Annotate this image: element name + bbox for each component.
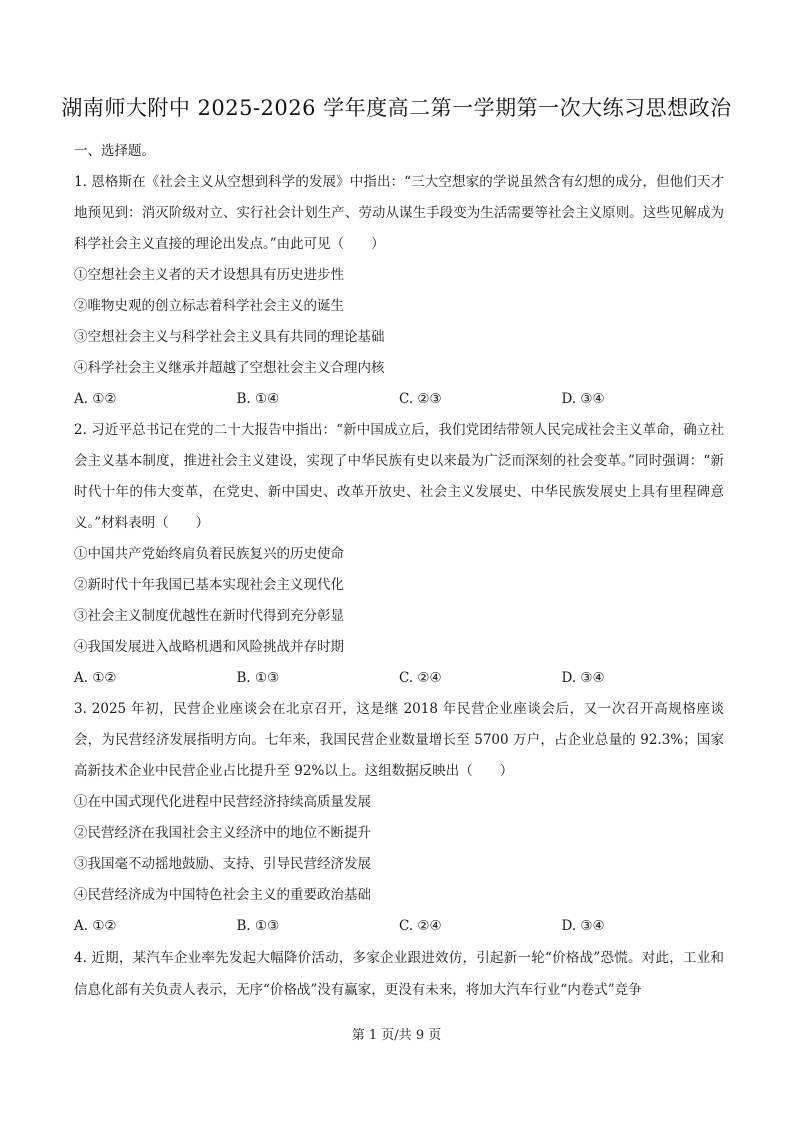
question-stem: 2. 习近平总书记在党的二十大报告中指出：“新中国成立后，我们党团结带领人民完成社会主义革命，确立社会主义基本制度，推进社会主义建设，实现了中华民族有史以来最为广泛而深刻的社会变革。”同时强调：“新时代十年的伟大变革，在党史、新中国史、改革开放史、社会主义发展史、中华民族发展史上具有里程碑意义。”材料表明（ ）: [74, 422, 724, 531]
choice-d: D. ③④: [561, 670, 605, 686]
statement-option: ②唯物史观的创立标志着科学社会主义的诞生: [74, 298, 344, 314]
statement-option: ①空想社会主义者的天才设想具有历史进步性: [74, 267, 344, 283]
choice-c: C. ②③: [399, 391, 442, 407]
choice-b: B. ①③: [236, 918, 280, 934]
question-stem: 4. 近期，某汽车企业率先发起大幅降价活动，多家企业跟进效仿，引起新一轮“价格战”恐慌。对此，工业和信息化部有关负责人表示，无序“价格战”没有赢家，更没有未来，将加大汽车行业“内卷式”竞争: [74, 950, 724, 998]
choice-b: B. ①④: [236, 391, 280, 407]
question-2: [74, 415, 724, 694]
statement-option: ③社会主义制度优越性在新时代得到充分彰显: [74, 608, 344, 624]
choice-b: B. ①③: [236, 670, 280, 686]
section-heading: 一、选择题。: [74, 143, 155, 159]
statement-option: ③我国毫不动摇地鼓励、支持、引导民营经济发展: [74, 856, 371, 872]
statement-option: ④科学社会主义继承并超越了空想社会主义合理内核: [74, 360, 385, 376]
choice-d: D. ③④: [561, 391, 605, 407]
choice-d: D. ③④: [561, 918, 605, 934]
choice-a: A. ①②: [74, 918, 117, 934]
statement-option: ④我国发展进入战略机遇和风险挑战并存时期: [74, 639, 344, 655]
question-1: [74, 167, 724, 415]
question-4: [74, 942, 724, 1006]
statement-option: ③空想社会主义与科学社会主义具有共同的理论基础: [74, 329, 385, 345]
statement-option: ②民营经济在我国社会主义经济中的地位不断提升: [74, 825, 371, 841]
question-stem: 1. 恩格斯在《社会主义从空想到科学的发展》中指出：“三大空想家的学说虽然含有幻想的成分，但他们天才地预见到：消灭阶级对立、实行社会计划生产、劳动从谋生手段变为生活需要等社会主义原则。这些见解成为科学社会主义直接的理论出发点。”由此可见（ ）: [74, 174, 724, 252]
question-stem: 3. 2025 年初，民营企业座谈会在北京召开，这是继 2018 年民营企业座谈会后，又一次召开高规格座谈会，为民营经济发展指明方向。七年来，我国民营企业数量增长至 5700 万户，占企业总量的 92.3%；国家高新技术企业中民营企业占比提升至 92%以上。这组数据反映出（ ）: [74, 701, 724, 779]
statement-option: ②新时代十年我国已基本实现社会主义现代化: [74, 577, 344, 593]
choice-a: A. ①②: [74, 391, 117, 407]
statement-option: ①在中国式现代化进程中民营经济持续高质量发展: [74, 794, 371, 810]
statement-option: ①中国共产党始终肩负着民族复兴的历史使命: [74, 546, 344, 562]
exam-title: 湖南师大附中 2025-2026 学年度高二第一学期第一次大练习思想政治: [61, 96, 732, 120]
answer-choices: [74, 911, 724, 942]
answer-choices: [74, 663, 724, 694]
question-3: [74, 694, 724, 942]
page-footer: 第 1 页/共 9 页: [351, 1028, 442, 1043]
choice-a: A. ①②: [74, 670, 117, 686]
choice-c: C. ②④: [399, 670, 442, 686]
statement-option: ④民营经济成为中国特色社会主义的重要政治基础: [74, 887, 371, 903]
choice-c: C. ②④: [399, 918, 442, 934]
answer-choices: [74, 384, 724, 415]
exam-content: [74, 136, 724, 1006]
